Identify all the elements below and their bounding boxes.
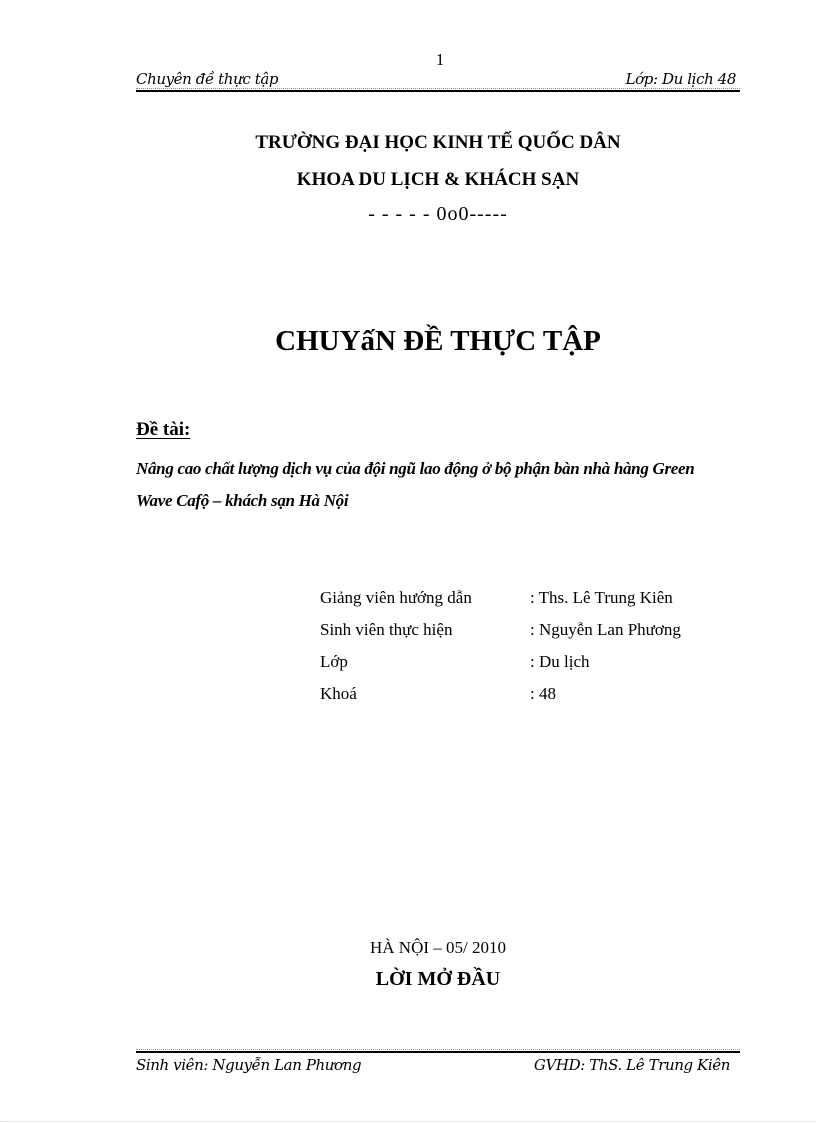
footer-rule [136, 1051, 740, 1053]
header-rule [136, 90, 740, 92]
topic-label: Đề tài: [136, 419, 191, 440]
preface-heading: LỜI MỞ ĐẦU [375, 968, 501, 990]
footer-student: Sinh viên: Nguyễn Lan Phương [136, 1056, 362, 1074]
info-row-cohort [320, 678, 681, 710]
topic-text: Nâng cao chất lượng dịch vụ của đội ngũ lao động ở bộ phận bàn nhà hàng Green Wave Cafộ – khách sạn Hà Nội [136, 459, 695, 510]
header-document-type: Chuyên đề thực tập [136, 70, 279, 88]
info-row-advisor [320, 582, 681, 614]
info-label: Lớp [320, 652, 348, 671]
info-value: : Du lịch [530, 652, 590, 671]
document-title: CHUYấN ĐỀ THỰC TẬP [275, 325, 601, 357]
footer-rule-dotted [136, 1049, 740, 1050]
header-rule-dotted [136, 88, 740, 89]
university-name: TRƯỜNG ĐẠI HỌC KINH TẾ QUỐC DÂN [255, 132, 621, 153]
city-date: HÀ NỘI – 05/ 2010 [370, 938, 506, 957]
info-table [320, 582, 681, 710]
info-value: : 48 [530, 684, 556, 703]
info-row-student [320, 614, 681, 646]
ornament-divider: - - - - - 0o0----- [368, 203, 508, 225]
page-number: 1 [435, 50, 445, 69]
info-label: Giảng viên hướng dẫn [320, 588, 472, 607]
header-class: Lớp: Du lịch 48 [625, 70, 736, 88]
footer-advisor: GVHD: ThS. Lê Trung Kiên [533, 1056, 730, 1074]
info-label: Khoá [320, 684, 357, 703]
faculty-name: KHOA DU LỊCH & KHÁCH SẠN [296, 169, 580, 190]
info-row-class [320, 646, 681, 678]
info-value: : Ths. Lê Trung Kiên [530, 588, 673, 607]
info-value: : Nguyễn Lan Phương [530, 620, 681, 639]
info-label: Sinh viên thực hiện [320, 620, 453, 639]
page-bottom-edge [0, 1121, 816, 1122]
